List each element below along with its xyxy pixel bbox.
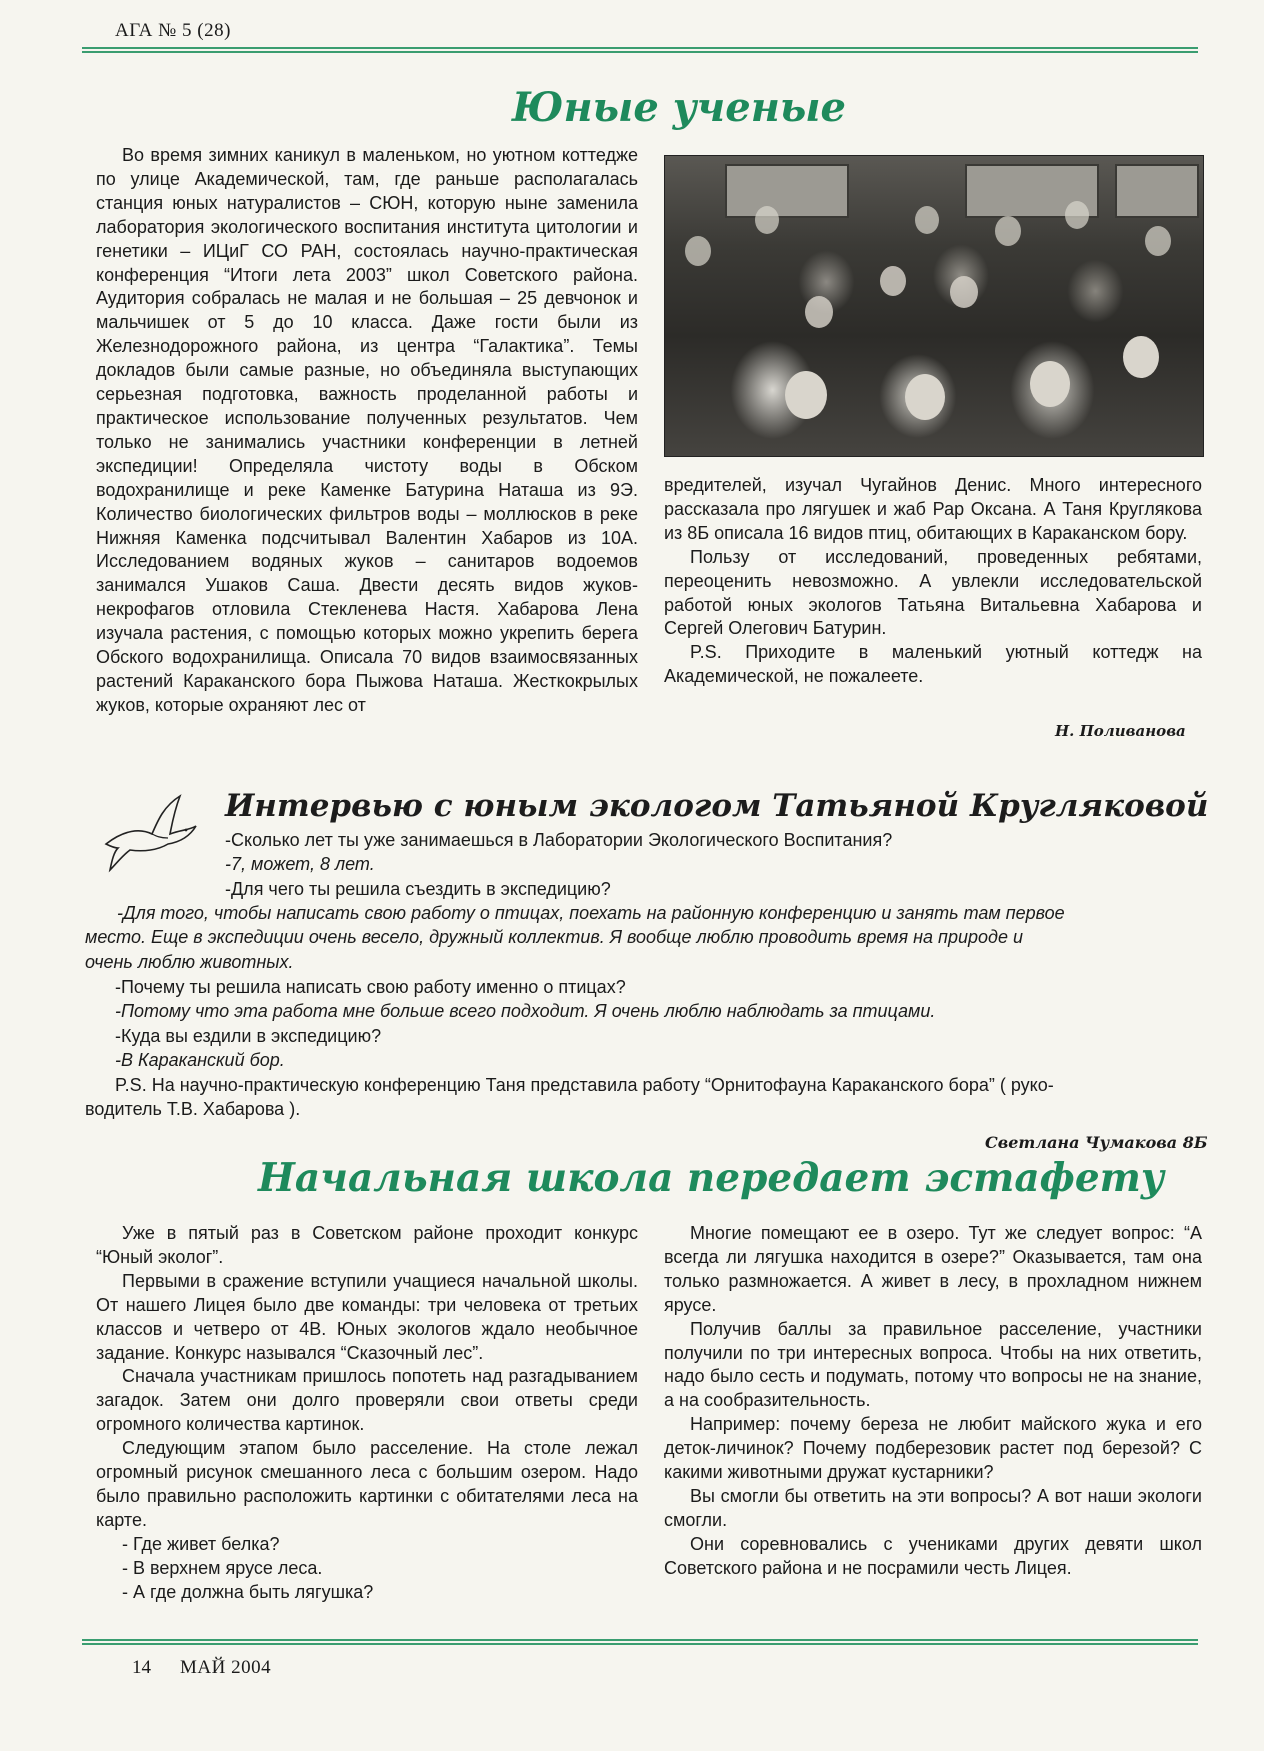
interview-question: -Куда вы ездили в экспедицию? xyxy=(115,1025,382,1046)
article1-signature: Н. Поливанова xyxy=(1055,722,1186,740)
article3-left-dialogue: - А где должна быть лягушка? xyxy=(122,1581,374,1602)
article3-left-paragraph: Уже в пятый раз в Советском районе проходит конкурс “Юный эколог”. xyxy=(96,1223,638,1267)
article1-right-paragraph: вредителей, изучал Чугайнов Денис. Много интересного рассказала про лягушек и жаб Рар Оксана. А Таня Круглякова из 8Б описала 16 видов птиц, обитающих в Караканском бору. xyxy=(664,475,1202,543)
interview-postscript-line: водитель Т.В. Хабарова ). xyxy=(85,1099,301,1119)
interview-postscript: P.S. На научно-практическую конференцию Таня представила работу “Орнитофауна Караканского бора” ( руко- xyxy=(115,1074,1054,1095)
interview-answer-long xyxy=(85,901,1205,974)
article1-left-paragraph: Во время зимних каникул в маленьком, но уютном коттедже по улице Академической, там, где раньше располагалась станция юных натуралистов – СЮН, которую ныне заменила лаборатория экологического воспитания института цитологии и генетики – ИЦиГ СО РАН, состоялась научно-практическая конференция “Итоги лета 2003” школ Советского района. Аудитория собралась не малая и не большая – 25 девчонок и мальчишек от 5 до 10 класса. Даже гости были из Железнодорожного района, из центра “Галактика”. Темы докладов были самые разные, но объединяла выступающих серьезная подготовка, важность проделанной работы и практическое использование полученных результатов. Чем только не занимались участники конференции в летней экспедиции! Определяла чистоту воды в Обском водохранилище и реке Каменке Батурина Наташа из 9Э. Количество биологических фильтров воды – моллюсков в реке Нижняя Каменка подсчитывал Валентин Хабаров из 10А. Исследованием водяных жуков – санитаров водоемов занимался Ушаков Саша. Двести десять видов жуков-некрофагов отловила Стекленева Настя. Хабарова Лена изучала растения, с помощью которых можно укрепить берега Обского водохранилища. Описала 70 видов взаимосвязанных растений Караканского бора Пыжова Наташа. Жесткокрылых жуков, которые охраняют лес от xyxy=(96,145,638,715)
article3-left-paragraph: Следующим этапом было расселение. На столе лежал огромный рисунок смешанного леса с большим озером. Надо было правильно расположить картинки с обитателями леса на карте. xyxy=(96,1438,638,1530)
article1-right-column xyxy=(664,474,1202,689)
article3-title: Начальная школа передает эстафету xyxy=(258,1155,1165,1201)
interview-answer-line: очень люблю животных. xyxy=(85,951,294,972)
page-number: 14 xyxy=(132,1657,151,1678)
interview-answer: -Потому что эта работа мне больше всего подходит. Я очень люблю наблюдать за птицами. xyxy=(115,1001,936,1022)
interview-question: -Сколько лет ты уже занимаешься в Лаборатории Экологического Воспитания? xyxy=(225,830,893,850)
bird-icon xyxy=(100,790,200,874)
article3-right-paragraph: Получив баллы за правильное расселение, участники получили по три интересных вопроса. Чтобы на них ответить, надо было сесть и подумать, потому что вопросы не на знание, а на сообразительность. xyxy=(664,1318,1202,1411)
interview-question: -Почему ты решила написать свою работу именно о птицах? xyxy=(115,977,626,997)
header-rule xyxy=(82,47,1198,53)
group-photo xyxy=(664,155,1204,457)
article1-right-paragraph: P.S. Приходите в маленький уютный коттедж на Академической, не пожалеете. xyxy=(664,642,1202,687)
interview-answer: -7, может, 8 лет. xyxy=(225,854,375,875)
article3-right-paragraph: Они соревновались с учениками других девяти школ Советского района и не посрамили честь Лицея. xyxy=(664,1533,1202,1578)
issue-date: МАЙ 2004 xyxy=(180,1657,272,1678)
article1-title: Юные ученые xyxy=(512,84,847,131)
article3-right-column xyxy=(664,1222,1202,1581)
article1-right-paragraph: Пользу от исследований, проведенных ребятами, переоценить невозможно. А увлекли исследовательской работой юных экологов Татьяна Витальевна Хабарова и Сергей Олегович Батурин. xyxy=(664,546,1202,639)
article3-left-column xyxy=(96,1222,638,1605)
article3-right-paragraph: Вы смогли бы ответить на эти вопросы? А вот наши экологи смогли. xyxy=(664,1485,1202,1530)
article1-left-column xyxy=(96,144,638,718)
issue-label: АГА № 5 (28) xyxy=(115,20,231,41)
article2-signature: Светлана Чумакова 8Б xyxy=(985,1133,1208,1152)
interview-postscript-continued xyxy=(85,1097,300,1121)
interview-block xyxy=(115,975,1054,1097)
interview-question: -Для чего ты решила съездить в экспедицию? xyxy=(225,878,611,899)
article3-right-paragraph: Многие помещают ее в озеро. Тут же следует вопрос: “А всегда ли лягушка находится в озере?” Оказывается, там она только размножается. А живет в лесу, в прохладном нижнем ярусе. xyxy=(664,1223,1202,1315)
article3-right-paragraph: Например: почему береза не любит майского жука и его деток-личинок? Почему подберезовик растет под березой? С какими животными дружат кустарники? xyxy=(664,1414,1202,1483)
article3-left-dialogue: - В верхнем ярусе леса. xyxy=(122,1557,323,1578)
footer-rule xyxy=(82,1639,1198,1645)
article3-left-paragraph: Сначала участникам пришлось попотеть над разгадыванием загадок. Затем они долго проверяли свои ответы среди огромного количества картинок. xyxy=(96,1366,638,1435)
article3-left-paragraph: Первыми в сражение вступили учащиеся начальной школы. От нашего Лицея было две команды: три человека от третьих классов и четверо от 4В. Юных экологов ждало необычное задание. Конкурс назывался “Сказочный лес”. xyxy=(96,1270,638,1363)
interview-block-indented xyxy=(225,828,892,901)
interview-answer: -В Караканский бор. xyxy=(115,1050,285,1071)
interview-answer-line: -Для того, чтобы написать свою работу о птицах, поехать на районную конференцию и занять там первое xyxy=(117,903,1065,923)
interview-answer-line: место. Еще в экспедиции очень весело, дружный коллектив. Я вообще люблю проводить время на природе и xyxy=(85,927,1023,948)
article2-title: Интервью с юным экологом Татьяной Кругляковой xyxy=(225,788,1209,824)
article3-left-dialogue: - Где живет белка? xyxy=(122,1533,280,1554)
